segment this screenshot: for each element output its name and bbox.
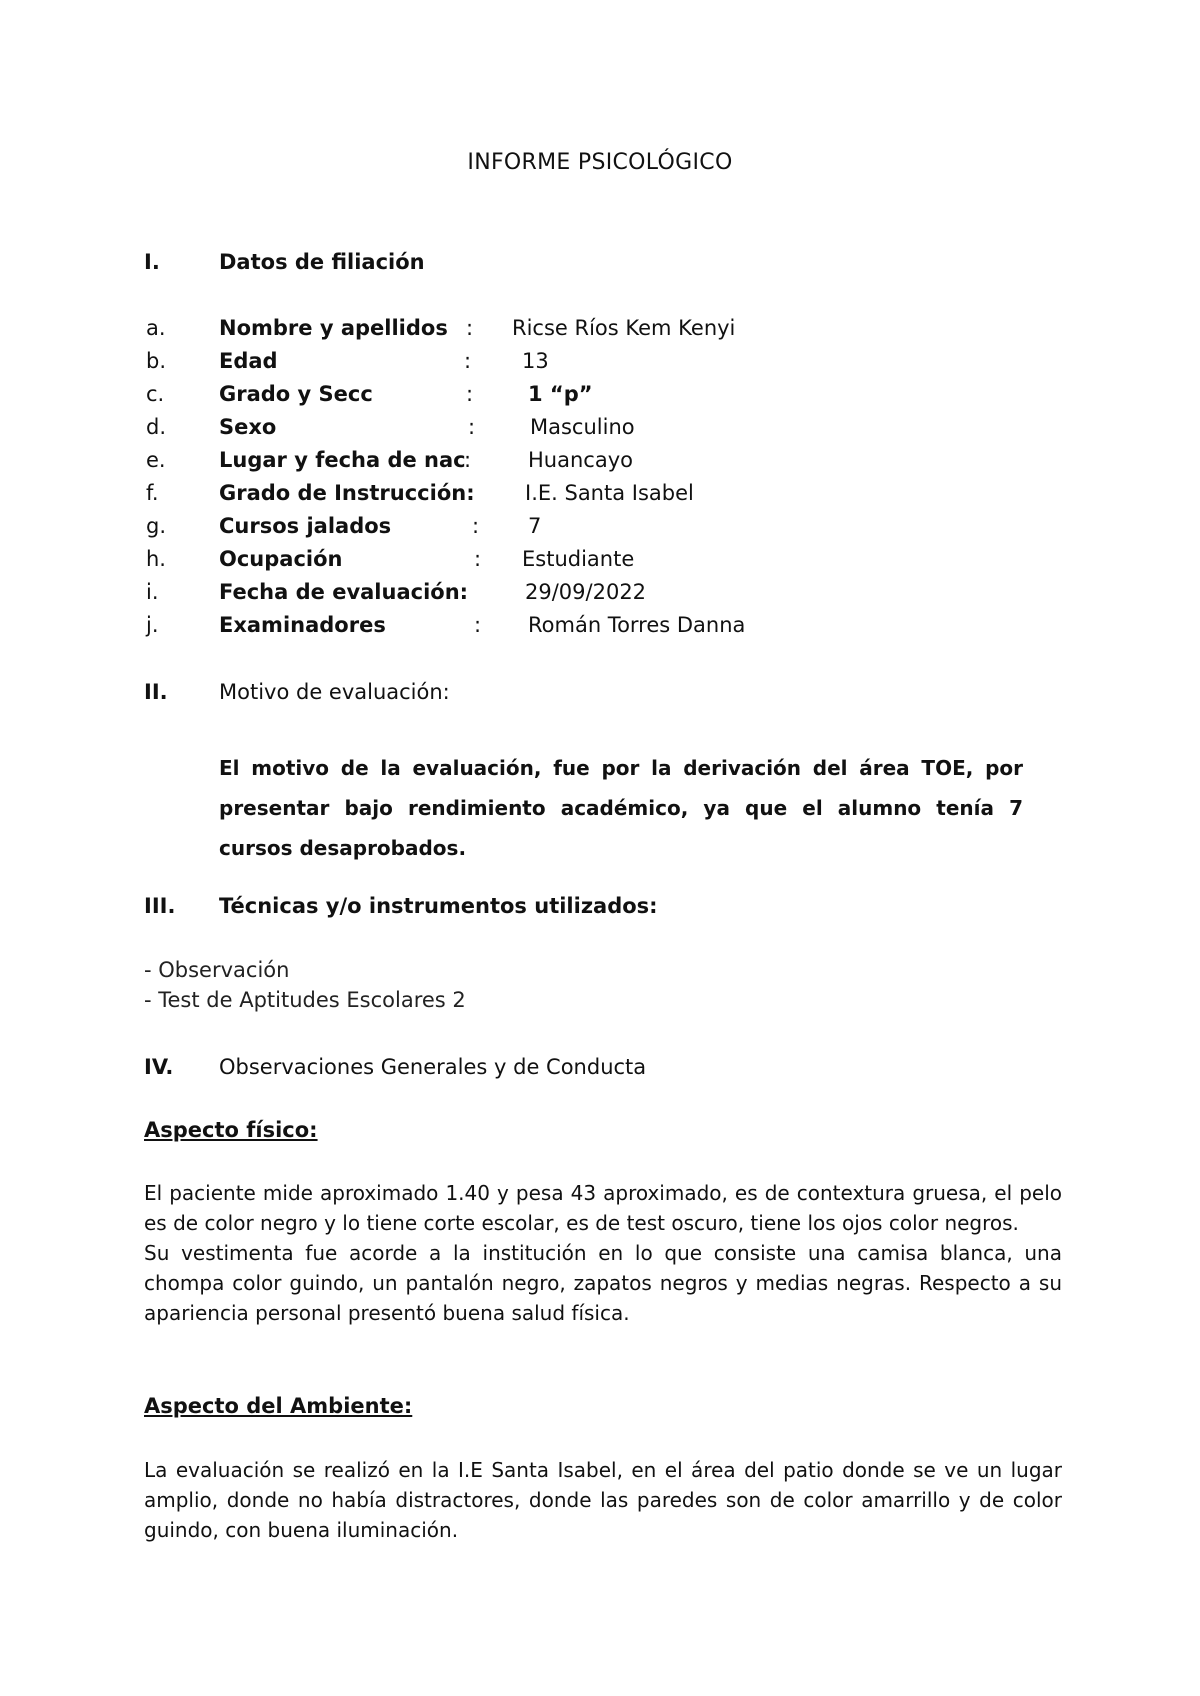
row-letter: i. bbox=[146, 580, 159, 604]
row-label: Cursos jalados bbox=[219, 514, 392, 538]
row-label: Edad bbox=[219, 349, 278, 373]
row-letter: g. bbox=[146, 514, 167, 538]
filiacion-row bbox=[0, 448, 1200, 480]
row-colon: : bbox=[464, 448, 472, 472]
row-value: Román Torres Danna bbox=[528, 613, 746, 637]
row-colon: : bbox=[464, 349, 472, 373]
row-label: Examinadores bbox=[219, 613, 386, 637]
section-title-3: Técnicas y/o instrumentos utilizados: bbox=[219, 894, 658, 918]
filiacion-row bbox=[0, 580, 1200, 612]
row-letter: b. bbox=[146, 349, 167, 373]
section-number-2: II. bbox=[144, 680, 168, 704]
row-label: Nombre y apellidos bbox=[219, 316, 448, 340]
filiacion-row bbox=[0, 547, 1200, 579]
row-letter: h. bbox=[146, 547, 166, 571]
aspecto-fisico-p1: El paciente mide aproximado 1.40 y pesa 43 aproximado, es de contextura gruesa, el pelo es de color negro y lo tiene corte escolar, es de test oscuro, tiene los ojos color negros. bbox=[144, 1181, 1062, 1235]
filiacion-row bbox=[0, 514, 1200, 546]
section-number-3: III. bbox=[144, 894, 176, 918]
row-value: Masculino bbox=[530, 415, 635, 439]
filiacion-row bbox=[0, 613, 1200, 645]
section-title-1: Datos de filiación bbox=[219, 250, 425, 274]
filiacion-row bbox=[0, 349, 1200, 381]
row-label: Fecha de evaluación: bbox=[219, 580, 469, 604]
row-letter: d. bbox=[146, 415, 167, 439]
section-title-2: Motivo de evaluación: bbox=[219, 680, 450, 704]
row-label: Grado y Secc bbox=[219, 382, 373, 406]
row-value: 13 bbox=[522, 349, 549, 373]
row-colon: : bbox=[466, 382, 474, 406]
row-letter: c. bbox=[146, 382, 165, 406]
motivo-paragraph: El motivo de la evaluación, fue por la derivación del área TOE, por presentar bajo rendimiento académico, ya que el alumno tenía 7 cursos desaprobados. bbox=[219, 756, 1023, 860]
filiacion-row bbox=[0, 481, 1200, 513]
section-number-4: IV. bbox=[144, 1055, 174, 1079]
section-number-1: I. bbox=[144, 250, 160, 274]
row-label: Grado de Instrucción: bbox=[219, 481, 475, 505]
row-colon: : bbox=[474, 547, 482, 571]
aspecto-fisico-p2: Su vestimenta fue acorde a la institución en lo que consiste una camisa blanca, una chompa color guindo, un pantalón negro, zapatos negros y medias negras. Respecto a su apariencia personal presentó buena salud física. bbox=[144, 1241, 1062, 1325]
aspecto-ambiente-text: La evaluación se realizó en la I.E Santa Isabel, en el área del patio donde se ve un lugar amplio, donde no había distractores, donde las paredes son de color amarrillo y de color guindo, con buena iluminación. bbox=[144, 1458, 1062, 1542]
row-colon: : bbox=[474, 613, 482, 637]
row-letter: e. bbox=[146, 448, 166, 472]
row-colon: : bbox=[472, 514, 480, 538]
row-value: 7 bbox=[528, 514, 542, 538]
instrument-item: - Test de Aptitudes Escolares 2 bbox=[144, 988, 466, 1012]
aspecto-ambiente-heading: Aspecto del Ambiente: bbox=[144, 1394, 413, 1418]
instrument-item: - Observación bbox=[144, 958, 290, 982]
row-value: Estudiante bbox=[522, 547, 635, 571]
row-colon: : bbox=[466, 316, 474, 340]
row-value: Huancayo bbox=[528, 448, 633, 472]
row-colon: : bbox=[468, 415, 476, 439]
row-value: Ricse Ríos Kem Kenyi bbox=[512, 316, 736, 340]
row-letter: f. bbox=[146, 481, 159, 505]
filiacion-row bbox=[0, 382, 1200, 414]
row-letter: j. bbox=[146, 613, 159, 637]
row-label: Sexo bbox=[219, 415, 277, 439]
row-value: I.E. Santa Isabel bbox=[525, 481, 694, 505]
section-title-4: Observaciones Generales y de Conducta bbox=[219, 1055, 647, 1079]
document-title: INFORME PSICOLÓGICO bbox=[467, 150, 733, 175]
aspecto-fisico-heading: Aspecto físico: bbox=[144, 1118, 318, 1142]
filiacion-row bbox=[0, 415, 1200, 447]
row-value: 1 “p” bbox=[528, 382, 593, 406]
row-label: Lugar y fecha de nac bbox=[219, 448, 466, 472]
row-letter: a. bbox=[146, 316, 166, 340]
filiacion-row bbox=[0, 316, 1200, 348]
row-label: Ocupación bbox=[219, 547, 343, 571]
aspecto-fisico-text bbox=[144, 1178, 1062, 1328]
row-value: 29/09/2022 bbox=[525, 580, 647, 604]
